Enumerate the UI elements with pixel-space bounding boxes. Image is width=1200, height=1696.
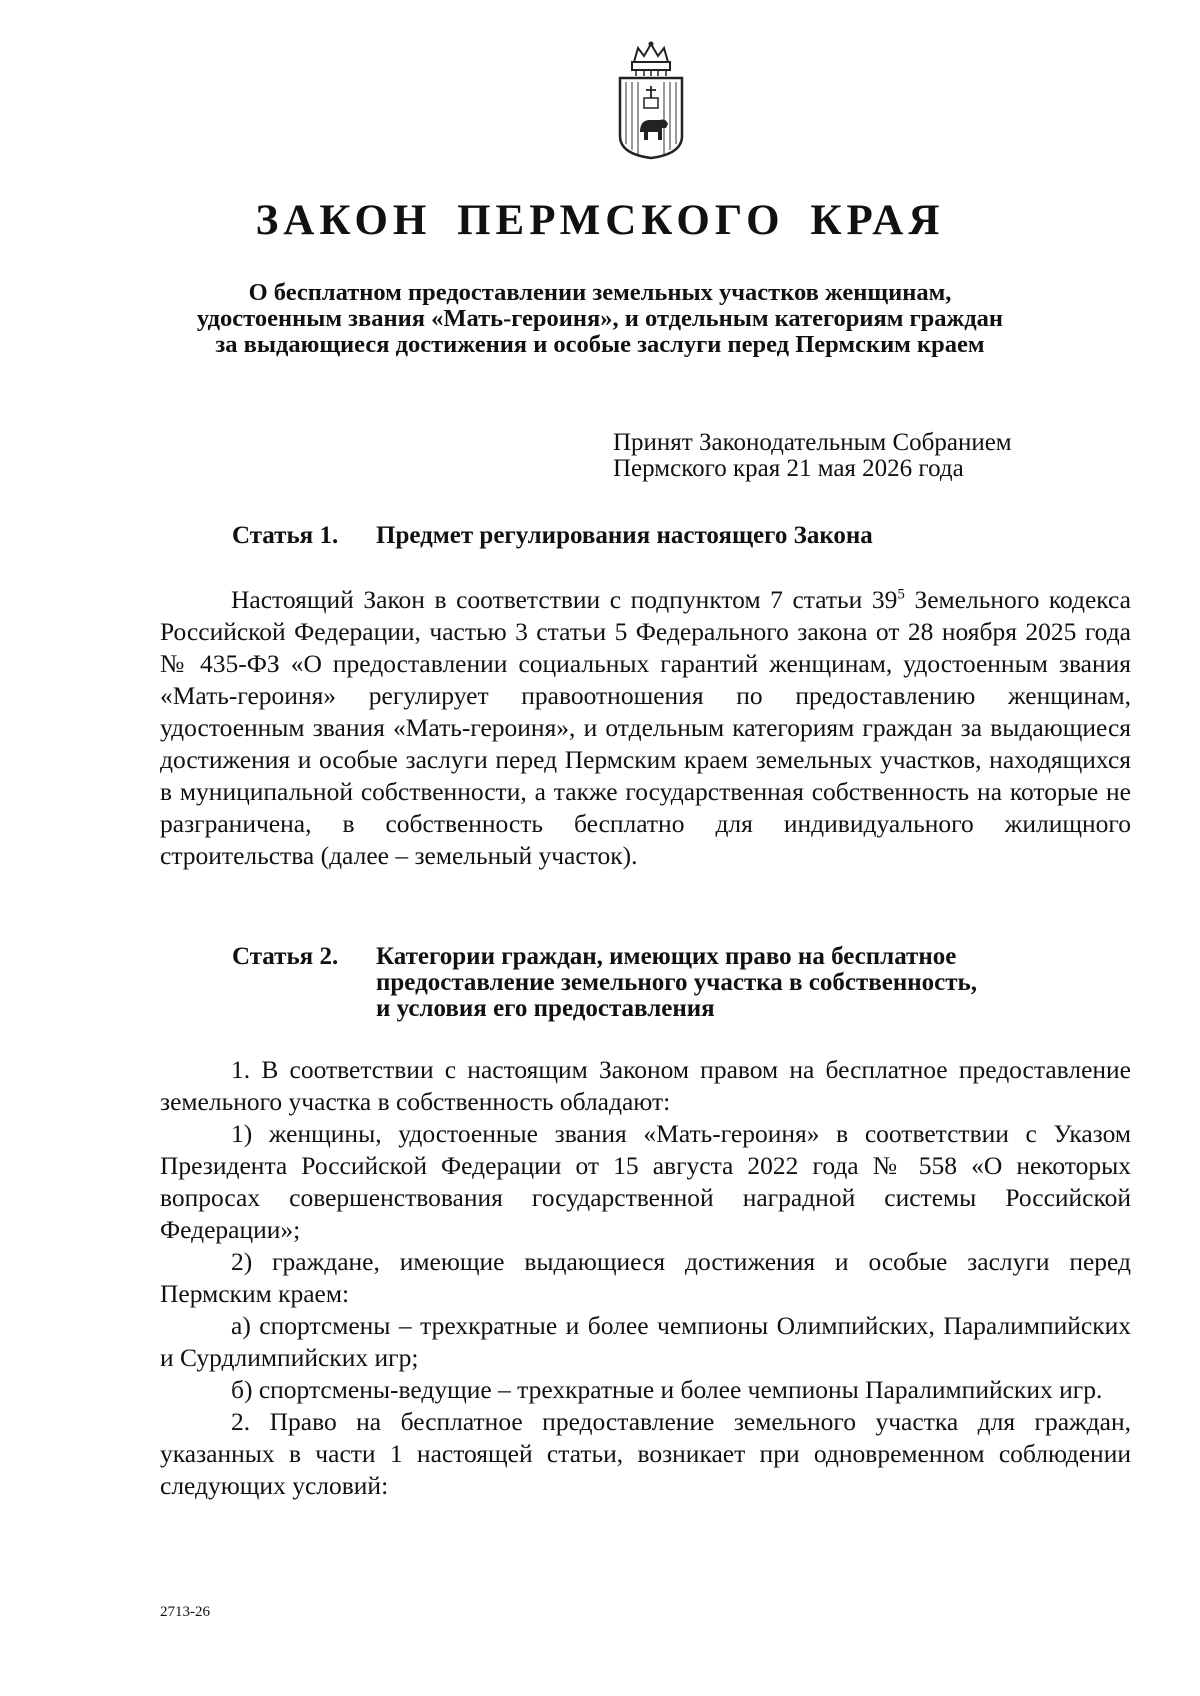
article-2-title-line: и условия его предоставления (376, 995, 715, 1022)
article-2-paragraph: 1) женщины, удостоенные звания «Мать-героиня» в соответствии с Указом Президента Российской Федерации от 15 августа 2022 года № 558 «О некоторых вопросах совершенствования государственной наградной системы Российской Федерации»; (160, 1119, 1131, 1244)
paragraph-text: Земельного кодекса Российской Федерации, частью 3 статьи 5 Федерального закона от 28 ноября 2025 года № 435-ФЗ «О предоставлении социальных гарантий женщинам, удостоенным звания «Мать-героиня» регулирует правоотношения по предоставлению женщинам, удостоенным звания «Мать-героиня», и отдельным категориям граждан за выдающиеся достижения и особые заслуги перед Пермским краем земельных участков, находящихся в муниципальной собственности, а также государственная собственность на которые не разграничена, в собственность бесплатно для индивидуального жилищного строительства (далее – земельный участок). (160, 585, 1131, 870)
adoption-line: Принят Законодательным Собранием (613, 429, 1012, 456)
subtitle-line: удостоенным звания «Мать-героиня», и отдельным категориям граждан (196, 305, 1004, 332)
article-2-body (160, 1054, 1131, 1502)
adoption-note (613, 430, 1012, 482)
perm-krai-coat-of-arms-icon (614, 40, 688, 160)
adoption-line: Пермского края 21 мая 2026 года (613, 455, 964, 482)
article-1-body (160, 584, 1131, 872)
subtitle-line: за выдающиеся достижения и особые заслуги перед Пермским краем (215, 331, 985, 358)
article-2-heading (232, 944, 1112, 1022)
article-1-number: Статья 1. (232, 522, 339, 549)
document-code: 2713-26 (160, 1604, 210, 1620)
article-2-paragraph: 2. Право на бесплатное предоставление земельного участка для граждан, указанных в части 1 настоящей статьи, возникает при одновременном соблюдении следующих условий: (160, 1407, 1131, 1500)
article-2-paragraph: а) спортсмены – трехкратные и более чемпионы Олимпийских, Паралимпийских и Сурдлимпийских игр; (160, 1311, 1131, 1372)
paragraph-text: Настоящий Закон в соответствии с подпунктом 7 статьи 39 (231, 585, 898, 614)
article-2-paragraph: 1. В соответствии с настоящим Законом правом на бесплатное предоставление земельного участка в собственность обладают: (160, 1055, 1131, 1116)
article-1-title: Предмет регулирования настоящего Закона (376, 522, 873, 549)
law-title: ЗАКОН ПЕРМСКОГО КРАЯ (255, 197, 945, 244)
superscript: 5 (897, 586, 905, 603)
article-2-paragraph: 2) граждане, имеющие выдающиеся достижения и особые заслуги перед Пермским краем: (160, 1247, 1131, 1308)
subtitle-line: О бесплатном предоставлении земельных участков женщинам, (248, 279, 952, 306)
article-2-paragraph: б) спортсмены-ведущие – трехкратные и более чемпионы Паралимпийских игр. (231, 1375, 1103, 1404)
article-1-paragraph (160, 584, 1131, 872)
article-1-heading (232, 523, 1112, 549)
law-subtitle (120, 280, 1080, 358)
article-2-title-line: предоставление земельного участка в собственность, (376, 969, 977, 996)
article-2-number: Статья 2. (232, 943, 339, 970)
article-2-title-line: Категории граждан, имеющих право на бесплатное (376, 943, 957, 970)
article-2-title (376, 944, 1112, 1022)
